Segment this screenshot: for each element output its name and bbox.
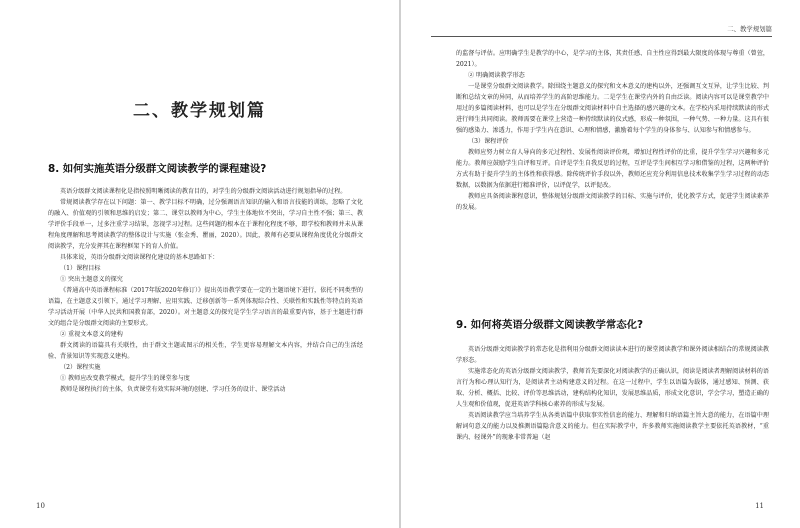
paragraph: ② 明确阅读教学形态 [468, 72, 525, 79]
paragraph: （1）课程目标 [60, 265, 101, 272]
running-head: 二、教学规划篇 [727, 25, 772, 33]
paragraph: （2）课程实施 [60, 364, 101, 371]
paragraph: ② 重视文本意义的建构 [60, 331, 123, 338]
paragraph: （3）课程评价 [468, 138, 509, 145]
right-body-text-bottom [456, 344, 769, 443]
paragraph: 常规阅读教学存在以下问题：第一、教学目标不明确，过分强调语言知识的输入和语言技能的训练，忽略了文化的融入、价值观的引领和思维的启发；第二、课堂以教师为中心，学生主体地位不突出，学习自主性不强；第三、教学评价手段单一，过多注重学习结果，忽视学习过程。这些问题的根本在于课程化程度不够，即学校和教师并未从课程角度理解和思考阅读教学的整体设计与实施（张金秀、瞿丽，2020）。因此，教师有必要从课程角度优化分级群文阅读教学，充分发挥其在课程框架下的育人价值。 [48, 199, 363, 250]
left-body-text [48, 186, 363, 395]
paragraph: 英语分级群文阅读教学的常态化是指利用分级群文阅读读本进行的课堂阅读教学和课外阅读相结合的常规阅读教学形态。 [456, 346, 769, 364]
paragraph: 一是课堂分级群文阅读教学。除围绕主题意义的探究和文本意义的建构以外，还强调互文互异，让学生比较、判断和总结文章的异同，从而培养学生的高阶思维能力。二是学生在课堂内外的自由泛读。阅读内容可以是课堂教学中用过的多篇阅读材料，也可以是学生在分级群文阅读材料中自主选择的感兴趣的文本。在学校内采用持续默读的形式进行师生共同阅读。教师需要在课堂上营造一种持续默读的仪式感，形成一种氛围，一种气势、一种力量。这具有很强的感染力、渗透力，作用于学生内在意识、心理和情感，激励着每个学生的身体参与、认知参与和情感参与。 [456, 83, 769, 134]
left-page [0, 0, 399, 528]
right-body-text-top [456, 48, 769, 213]
paragraph: 教师是课程执行的主体，负责课堂有效实际环境的创建、学习任务的设计、课堂活动 [60, 386, 286, 393]
paragraph: 英语阅读教学应当培养学生从各类语篇中获取事实性信息的能力、理解和归纳语篇主旨大意的能力，在语篇中理解词句意义的能力以及推测语篇隐含意义的能力。但在实际教学中，许多教师实施阅读教学主要依托英语教材，“重课内、轻课外”的现象非常普遍（赵 [456, 412, 769, 441]
paragraph: 英语分级群文阅读课程化是指按照明晰阅读的教育目的，对学生的分级群文阅读活动进行规划指导的过程。 [60, 188, 347, 195]
chapter-title: 二、教学规划篇 [133, 101, 266, 121]
header-rule [431, 36, 772, 37]
paragraph: 《普通高中英语课程标准（2017年版2020年修订）》提出英语教学要在一定的主题语境下进行，依托不同类型的语篇，在主题意义引领下，通过学习理解、应用实践、迁移创新等一系列体现综合性、关联性和实践性等特点的英语学习活动开展（中华人民共和国教育部，2020）。对主题意义的探究是学生学习语言的最重要内容，基于主题进行群文的组合是分级群文阅读的主要形式。 [48, 287, 363, 327]
question-9-title: 9. 如何将英语分级群文阅读教学常态化? [456, 319, 644, 331]
paragraph: ① 突出主题意义的探究 [60, 276, 123, 283]
right-page [401, 0, 800, 528]
paragraph: 具体来说，英语分级群文阅读课程化建设的基本思路如下： [60, 254, 219, 261]
paragraph: 的监督与评估。应明确学生是教学的中心，是学习的主体，其责任感、自主性应得到最大限度的体现与尊重（曾萱，2021）。 [456, 50, 769, 68]
question-8-title: 8. 如何实施英语分级群文阅读教学的课程建设? [48, 163, 267, 175]
paragraph: 实施常态化的英语分级群文阅读教学，教师首先要深化对阅读教学的正确认识，阅读是阅读者理解阅读材料的语言行为和心理认知行为，是阅读者主动构建意义的过程。在这一过程中，学生以语篇为载体，通过感知、预测、获取、分析、概括、比较、评价等思维活动，建构结构化知识，发展思维品质，形成文化意识，学会学习，塑造正确的人生观和价值观，促进英语学科核心素养的形成与发展。 [456, 368, 769, 408]
paragraph: 群文阅读的语篇具有关联性，由于群文主题或图示的相关性，学生更容易理解文本内容，并结合自己的生活经验、背景知识等实现意义建构。 [48, 342, 363, 360]
paragraph: 教师应具备阅读课程意识，整体规划分级群文阅读教学的目标、实施与评价，优化教学方式，促进学生阅读素养的发展。 [456, 193, 769, 211]
page-number-right: 11 [755, 502, 764, 510]
paragraph: 教师应努力树立育人导向的多元过程性、发展性阅读评价观，增加过程性评价的比重，提升学生学习兴趣和多元能力。教师应鼓励学生自评和互评。自评是学生自我反思的过程，互评是学生间相互学习和借鉴的过程，这两种评价方式有助于提升学生的主体性和获得感。除传统评价手段以外，教师还应充分利用信息技术收集学生学习过程的动态数据，以数据为依据进行精准评价，以评促学，以评促改。 [456, 149, 769, 189]
paragraph: ① 教师应改变教学模式，提升学生的课堂参与度 [60, 375, 190, 382]
page-number-left: 10 [36, 502, 45, 510]
